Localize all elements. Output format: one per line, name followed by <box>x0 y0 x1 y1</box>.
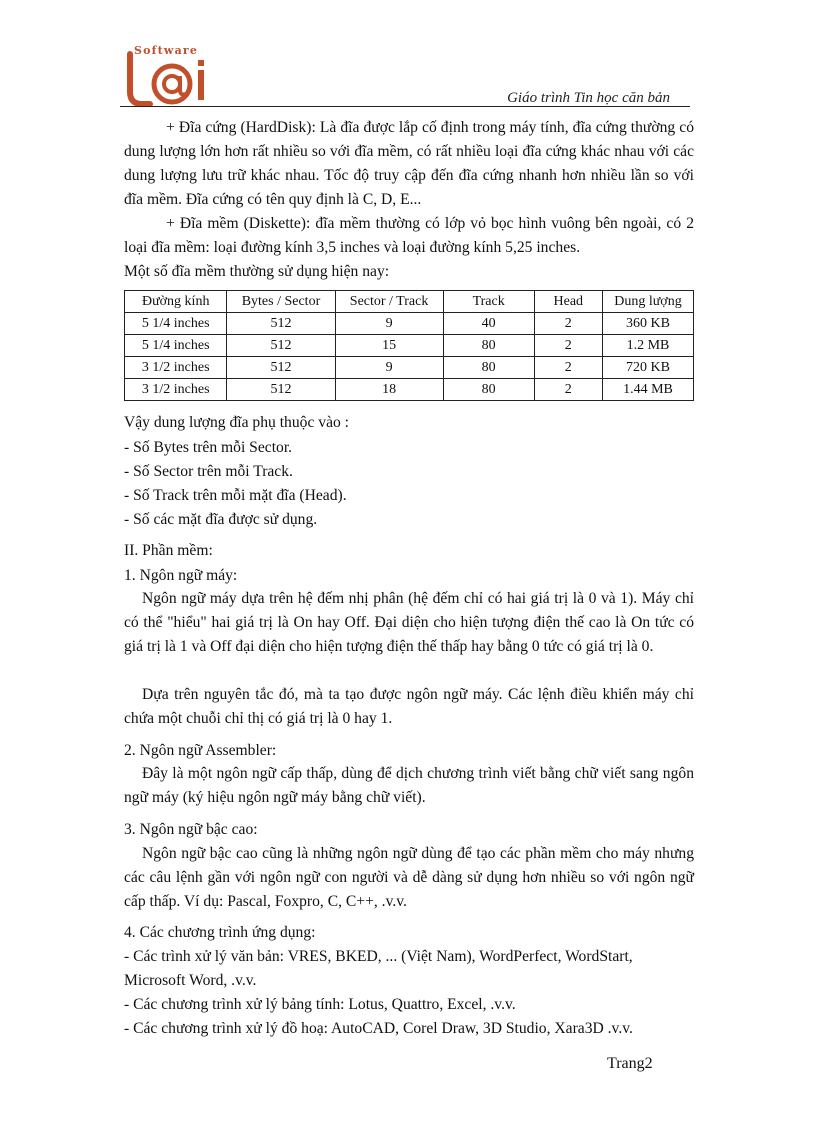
table-cell: 80 <box>443 335 534 357</box>
heading-high-level: 3. Ngôn ngữ bậc cao: <box>124 821 258 838</box>
header-title: Giáo trình Tin học căn bản <box>507 90 670 106</box>
heading-machine-language: 1. Ngôn ngữ máy: <box>124 567 238 584</box>
heading-assembler: 2. Ngôn ngữ Assembler: <box>124 742 277 759</box>
table-cell: 512 <box>227 335 335 357</box>
diskette-paragraph: + Đĩa mềm (Diskette): đĩa mềm thường có lớp vỏ bọc hình vuông bên ngoài, có 2 loại đĩa mềm: loại đường kính 3,5 inches và loại đường kính 5,25 inches. <box>124 215 694 256</box>
table-cell: 5 1/4 inches <box>125 335 227 357</box>
header-rule <box>120 106 690 107</box>
capacity-item: - Số Sector trên mỗi Track. <box>124 463 293 480</box>
table-cell: 1.2 MB <box>602 335 693 357</box>
table-cell: 2 <box>534 313 602 335</box>
heading-applications: 4. Các chương trình ứng dụng: <box>124 924 316 941</box>
table-cell: 2 <box>534 335 602 357</box>
apps-item: - Các chương trình xử lý đồ hoạ: AutoCAD, Corel Draw, 3D Studio, Xara3D .v.v. <box>124 1020 633 1037</box>
section-heading-software: II. Phần mềm: <box>124 542 213 559</box>
page-number: Trang2 <box>607 1055 653 1072</box>
table-cell: 512 <box>227 313 335 335</box>
table-cell: 3 1/2 inches <box>125 379 227 401</box>
diskette-table <box>124 290 694 401</box>
col-header: Sector / Track <box>335 291 443 313</box>
table-cell: 80 <box>443 379 534 401</box>
table-row <box>125 357 694 379</box>
table-cell: 2 <box>534 379 602 401</box>
table-cell: 1.44 MB <box>602 379 693 401</box>
table-cell: 512 <box>227 357 335 379</box>
table-cell: 512 <box>227 379 335 401</box>
machine-paragraph-1: Ngôn ngữ máy dựa trên hệ đếm nhị phân (hệ đếm chỉ có hai giá trị là 0 và 1). Máy chỉ có thể "hiểu" hai giá trị là On hay Off. Đại diện cho hiện tượng điện thế cao là On tức có giá trị là 1 và Off đại diện cho hiện tượng điện thế thấp hay bằng 0 tức có giá trị là 0. <box>124 590 694 655</box>
table-header-row <box>125 291 694 313</box>
assembler-paragraph: Đây là một ngôn ngữ cấp thấp, dùng để dịch chương trình viết bằng chữ viết sang ngôn ngữ máy (ký hiệu ngôn ngữ máy bằng chữ viết). <box>124 765 694 806</box>
software-logo <box>120 40 216 112</box>
capacity-item: - Số Track trên mỗi mặt đĩa (Head). <box>124 487 347 504</box>
table-cell: 5 1/4 inches <box>125 313 227 335</box>
table-cell: 3 1/2 inches <box>125 357 227 379</box>
col-header: Đường kính <box>125 291 227 313</box>
table-cell: 15 <box>335 335 443 357</box>
harddisk-paragraph: + Đĩa cứng (HardDisk): Là đĩa được lắp cố định trong máy tính, đĩa cứng thường có dung lượng lớn hơn rất nhiều so với đĩa mềm, có rất nhiều loại đĩa cứng khác nhau với các dung lượng lưu trữ khác nhau. Tốc độ truy cập đến đĩa cứng nhanh hơn nhiều lần so với đĩa mềm. Đĩa cứng có tên quy định là C, D, E... <box>124 119 694 208</box>
table-cell: 9 <box>335 313 443 335</box>
table-cell: 360 KB <box>602 313 693 335</box>
table-caption: Một số đĩa mềm thường sử dụng hiện nay: <box>124 263 390 280</box>
col-header: Track <box>443 291 534 313</box>
table-cell: 720 KB <box>602 357 693 379</box>
capacity-title: Vậy dung lượng đĩa phụ thuộc vào : <box>124 414 350 431</box>
apps-item: - Các chương trình xử lý bảng tính: Lotus, Quattro, Excel, .v.v. <box>124 996 516 1013</box>
table-cell: 2 <box>534 357 602 379</box>
table-cell: 40 <box>443 313 534 335</box>
table-row <box>125 335 694 357</box>
table-cell: 9 <box>335 357 443 379</box>
col-header: Head <box>534 291 602 313</box>
logo-software-text: Software <box>134 44 199 57</box>
capacity-item: - Số các mặt đĩa được sử dụng. <box>124 511 318 528</box>
apps-item: - Các trình xử lý văn bản: VRES, BKED, ... (Việt Nam), WordPerfect, WordStart, Microsoft Word, .v.v. <box>124 948 633 989</box>
table-row <box>125 379 694 401</box>
col-header: Bytes / Sector <box>227 291 335 313</box>
table-cell: 80 <box>443 357 534 379</box>
table-cell: 18 <box>335 379 443 401</box>
high-level-paragraph: Ngôn ngữ bậc cao cũng là những ngôn ngữ dùng để tạo các phần mềm cho máy nhưng các câu lệnh gần với ngôn ngữ con người và dễ dàng sử dụng hơn nhiều so với ngôn ngữ cấp thấp. Ví dụ: Pascal, Foxpro, C, C++, .v.v. <box>124 845 694 910</box>
machine-paragraph-2: Dựa trên nguyên tắc đó, mà ta tạo được ngôn ngữ máy. Các lệnh điều khiển máy chỉ chứa một chuỗi chỉ thị có giá trị là 0 hay 1. <box>124 686 694 727</box>
col-header: Dung lượng <box>602 291 693 313</box>
capacity-item: - Số Bytes trên mỗi Sector. <box>124 439 293 456</box>
table-row <box>125 313 694 335</box>
